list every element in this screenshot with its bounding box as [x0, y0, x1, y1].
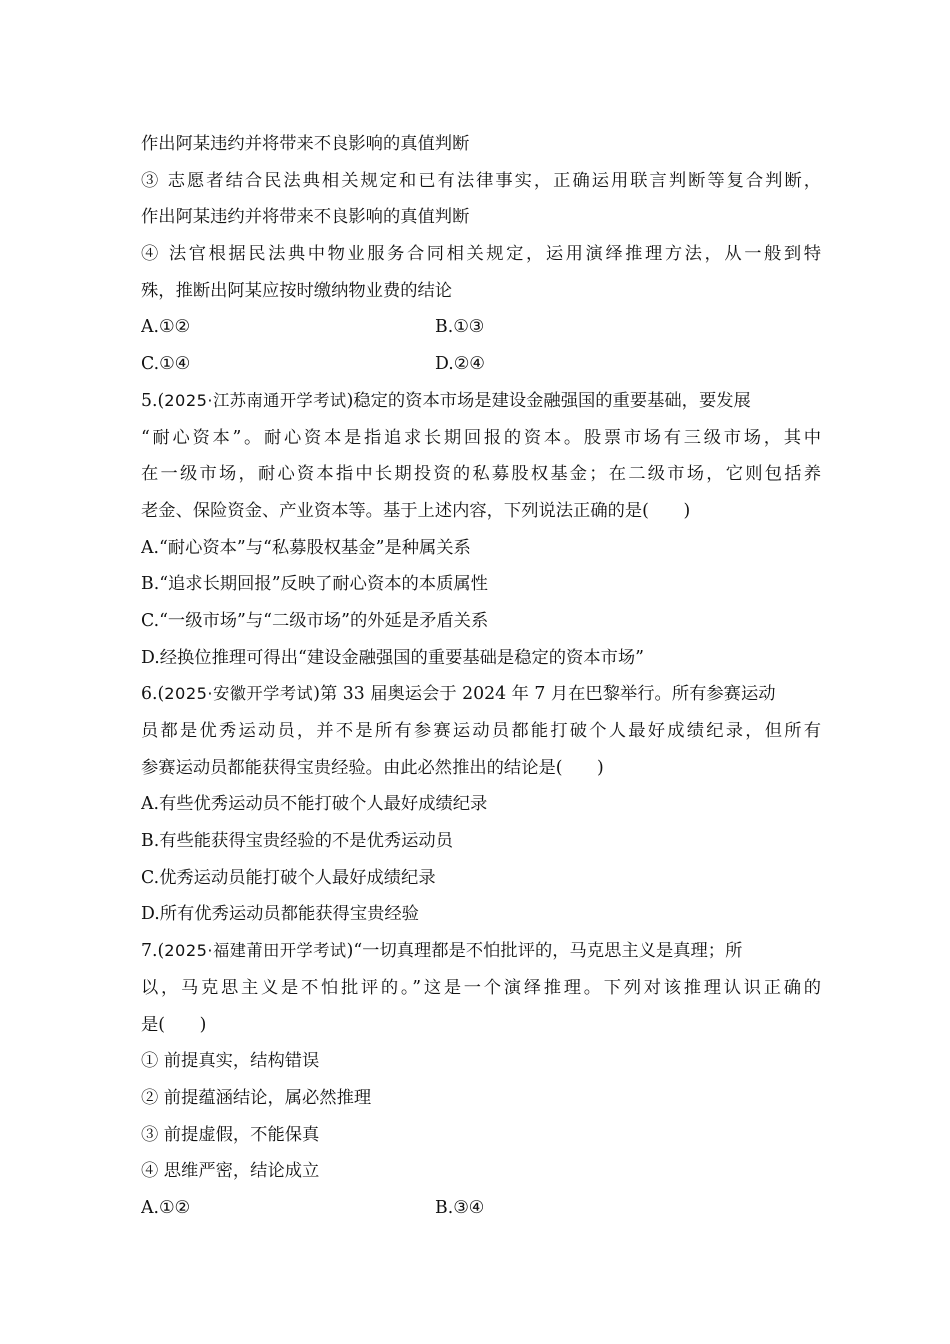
q4-text-line: 作出阿某违约并将带来不良影响的真值判断	[141, 134, 470, 154]
q4-options-row-2	[141, 346, 821, 383]
q7-stem-text: “一切真理都是不怕批评的，马克思主义是真理；所	[353, 941, 743, 962]
q5-stem-text: 稳定的资本市场是建设金融强国的重要基础，要发展	[353, 390, 751, 411]
q4-statement-3: ③ 志愿者结合民法典相关规定和已有法律事实，正确运用联言判断等复合判断，	[141, 170, 821, 191]
q4-statement-3-cont: 作出阿某违约并将带来不良影响的真值判断	[141, 207, 470, 228]
q7-stem-line-3: 是( )	[141, 1014, 207, 1035]
q7-item-2: ② 前提蕴涵结论，属必然推理	[141, 1087, 372, 1108]
q4-option-c: C.①④	[141, 354, 191, 375]
q7-item-4: ④ 思维严密，结论成立	[141, 1161, 320, 1182]
q6-option-c: C.优秀运动员能打破个人最好成绩纪录	[141, 867, 436, 888]
q5-number: 5.(	[141, 390, 165, 411]
q5-source: 2025·江苏南通开学考试	[164, 390, 347, 410]
q4-options-row-1	[141, 309, 821, 346]
q5-stem-line-2: “耐心资本”。耐心资本是指追求长期回报的资本。股票市场有三级市场，其中	[141, 427, 821, 448]
q6-number: 6.(	[141, 684, 165, 705]
q6-source: 2025·安徽开学考试	[164, 684, 314, 704]
q6-option-d: D.所有优秀运动员都能获得宝贵经验	[141, 904, 419, 925]
q7-source-close: )	[346, 941, 354, 962]
q4-statement-4-cont: 殊，推断出阿某应按时缴纳物业费的结论	[141, 280, 453, 301]
q4-option-a: A.①②	[141, 317, 190, 338]
q6-option-b: B.有些能获得宝贵经验的不是优秀运动员	[141, 831, 453, 852]
q5-stem-line-4: 老金、保险资金、产业资本等。基于上述内容，下列说法正确的是( )	[141, 500, 691, 521]
q5-option-d: D.经换位推理可得出“建设金融强国的重要基础是稳定的资本市场”	[141, 647, 644, 668]
q7-source: 2025·福建莆田开学考试	[164, 941, 347, 961]
q7-option-a: A.①②	[141, 1197, 190, 1218]
q7-stem-line-1	[141, 933, 821, 970]
q6-option-a: A.有些优秀运动员不能打破个人最好成绩纪录	[141, 794, 488, 815]
q5-option-c: C.“一级市场”与“二级市场”的外延是矛盾关系	[141, 610, 489, 631]
q5-option-a: A.“耐心资本”与“私募股权基金”是种属关系	[141, 537, 471, 558]
q5-stem-line-3: 在一级市场，耐心资本指中长期投资的私募股权基金；在二级市场，它则包括养	[141, 464, 821, 485]
q5-option-b: B.“追求长期回报”反映了耐心资本的本质属性	[141, 574, 488, 595]
q7-stem-line-2: 以，马克思主义是不怕批评的。”这是一个演绎推理。下列对该推理认识正确的	[141, 977, 821, 998]
q7-number: 7.(	[141, 941, 165, 962]
q6-stem-line-2: 员都是优秀运动员，并不是所有参赛运动员都能打破个人最好成绩纪录，但所有	[141, 721, 821, 741]
q4-option-b: B.①③	[435, 317, 485, 338]
q6-stem-text: 第 33 届奥运会于 2024 年 7 月在巴黎举行。所有参赛运动	[319, 684, 776, 705]
q7-options-row	[141, 1190, 821, 1227]
q6-stem-line-3: 参赛运动员都能获得宝贵经验。由此必然推出的结论是( )	[141, 757, 604, 778]
q7-option-b: B.③④	[435, 1197, 485, 1218]
q5-source-close: )	[346, 390, 354, 411]
q4-statement-4: ④ 法官根据民法典中物业服务合同相关规定，运用演绎推理方法，从一般到特	[141, 244, 821, 265]
q5-stem-line-1	[141, 383, 821, 420]
q6-source-close: )	[313, 684, 320, 705]
q4-option-d: D.②④	[435, 354, 485, 375]
q7-item-1: ① 前提真实，结构错误	[141, 1051, 320, 1072]
q6-stem-line-1	[141, 676, 821, 713]
q7-item-3: ③ 前提虚假，不能保真	[141, 1124, 320, 1145]
